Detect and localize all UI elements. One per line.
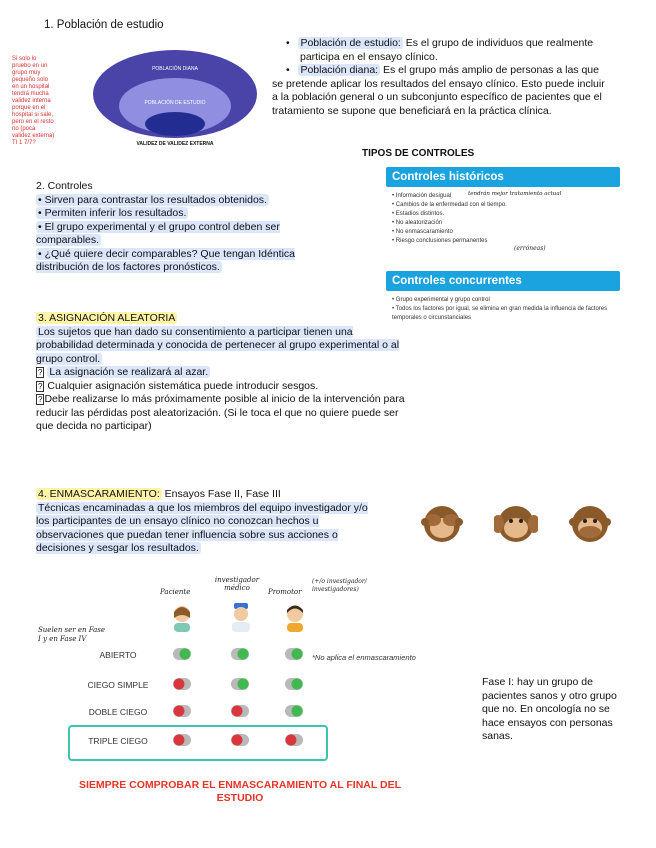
- col-investigador-label: investigador médico: [214, 576, 260, 592]
- historicos-hand-note2: (erróneas): [514, 245, 546, 252]
- hear-no-evil-monkey-icon: [494, 500, 538, 544]
- def-estudio-label: Población de estudio:: [300, 37, 401, 49]
- footer-line1: SIEMPRE COMPROBAR EL ENMASCARAMIENTO AL FINAL DEL: [78, 779, 402, 791]
- check-toggle-icon: [284, 703, 304, 719]
- def-estudio-text: Es el grupo de individuos que realmente participa en el ensayo clínico.: [300, 37, 594, 63]
- red-note-line: validez externa): [12, 133, 55, 139]
- section3: [36, 312, 408, 434]
- controles-concurrentes: [386, 271, 620, 323]
- placeholder-glyph-icon: ?: [38, 395, 43, 404]
- red-margin-note: [12, 56, 60, 147]
- historicos-item: • Información desigual: [392, 192, 620, 201]
- footer-warning: [60, 779, 420, 805]
- historicos-list: [392, 192, 620, 246]
- promoter-avatar-icon: [283, 604, 307, 637]
- section2-line: [36, 248, 336, 275]
- historicos-item: • No aleatorización: [392, 219, 620, 228]
- placeholder-glyph-icon: ?: [38, 381, 43, 391]
- cross-toggle-icon: [172, 703, 192, 719]
- section1-title: 1. Población de estudio: [44, 19, 164, 31]
- population-ellipse-diagram: [90, 48, 260, 152]
- section4-text: Técnicas encaminadas a que los miembros del equipo investigador y/o los participantes de un ensayo clínico no conozcan hechos u observaciones que puedan tener influencia sobre sus acciones o decisiones y sesgar los resultados.: [36, 501, 368, 554]
- historicos-header: Controles históricos: [386, 167, 620, 187]
- check-toggle-icon: [284, 676, 304, 692]
- concurrentes-item: • Grupo experimental y grupo control: [392, 296, 620, 305]
- concurrentes-item: • Todos los factores por igual, se elimina en gran medida la influencia de factores temporales o circunstanciales: [392, 305, 620, 323]
- masking-row-label: DOBLE CIEGO: [88, 707, 148, 717]
- def-diana-text: Es el grupo más amplio de personas a las que se pretende aplicar los resultados del ensayo clínico. Esto puede incluir a la población general o un subconjunto específico de pacientes que el tratamiento se supone que beneficiará en la práctica clínica.: [272, 64, 605, 117]
- red-note-line: validez interna: [12, 98, 51, 104]
- section3-intro: Los sujetos que han dado su consentimiento a participar tienen una probabilidad determinada y conocida de pertenecer al grupo experimental o al grupo control.: [36, 325, 400, 365]
- section3-b1: ? La asignación se realizará al azar.: [38, 366, 209, 378]
- section2-title: 2. Controles: [36, 180, 93, 192]
- check-toggle-icon: [172, 646, 192, 662]
- historicos-item: • No enmascaramiento: [392, 228, 620, 237]
- section2-line: [36, 194, 336, 208]
- check-toggle-icon: [230, 676, 250, 692]
- promotor-hand-note: (+/o investigador/ investigadores): [312, 578, 367, 593]
- red-note-line: grupo muy: [12, 70, 41, 76]
- red-note-line: Si solo lo: [12, 56, 37, 62]
- historicos-item: • Riesgo conclusiones permanentes: [392, 237, 620, 246]
- red-note-line: no (poca: [12, 126, 36, 132]
- population-definitions: [272, 37, 612, 118]
- historicos-hand-note: tendrán mejor tratamiento actual: [468, 191, 562, 197]
- col-promotor-label: Promotor: [268, 588, 302, 596]
- historicos-item: • Estadios distintos.: [392, 210, 620, 219]
- see-no-evil-monkey-icon: [420, 500, 464, 544]
- def-diana-label: Población diana:: [300, 64, 379, 76]
- section2-line-text: • ¿Qué quiere decir comparables? Que tengan Idéntica distribución de los factores pronósticos.: [36, 247, 295, 273]
- section3-title: 3. ASIGNACIÓN ALEATORIA: [38, 312, 176, 324]
- red-note-line: pequeño solo: [12, 77, 49, 83]
- section4: [36, 488, 372, 556]
- red-note-line: porque en el: [12, 105, 46, 111]
- speak-no-evil-monkey-icon: [568, 500, 612, 544]
- masking-row-label: CIEGO SIMPLE: [87, 680, 149, 690]
- col-paciente-label: Paciente: [160, 588, 191, 596]
- red-note-line: pruebo en un: [12, 63, 48, 69]
- red-note-line: en un hospital: [12, 84, 50, 90]
- section2: [36, 180, 336, 275]
- controles-historicos: [386, 167, 620, 252]
- historicos-item: • Cambios de la enfermedad con el tiempo.: [392, 201, 620, 210]
- masking-row-label: TRIPLE CIEGO: [88, 736, 148, 746]
- concurrentes-header: Controles concurrentes: [386, 271, 620, 291]
- patient-avatar-icon: [170, 604, 194, 637]
- check-toggle-icon: [284, 646, 304, 662]
- cross-toggle-icon: [172, 676, 192, 692]
- section4-subtitle: Ensayos Fase II, Fase III: [161, 488, 281, 500]
- concurrentes-list: [392, 296, 620, 323]
- tipos-title: TIPOS DE CONTROLES: [362, 148, 475, 159]
- red-note-line: tendrá mucha: [12, 91, 49, 97]
- red-note-line: pero en el resto: [12, 119, 54, 125]
- check-toggle-icon: [230, 646, 250, 662]
- fase1-note: Fase I: hay un grupo de pacientes sanos y otro grupo que no. En oncología no se hace ensayos con personas sanas.: [482, 676, 617, 742]
- red-note-line: hospital si sale,: [12, 112, 54, 118]
- section2-line: [36, 207, 336, 221]
- cross-toggle-icon: [230, 703, 250, 719]
- masking-row-label: ABIERTO: [99, 650, 137, 660]
- section2-line-text: • El grupo experimental y el grupo control deben ser comparables.: [36, 220, 280, 246]
- section2-line-text: • Sirven para contrastar los resultados obtenidos.: [38, 193, 267, 206]
- footer-line2: ESTUDIO: [216, 792, 264, 804]
- outer-ellipse-label: POBLACIÓN DIANA: [152, 66, 198, 72]
- section4-title: 4. ENMASCARAMIENTO:: [38, 488, 160, 500]
- section2-line-text: • Permiten inferir los resultados.: [38, 207, 187, 219]
- section2-line: [36, 221, 336, 248]
- triple-ciego-highlight-box: [68, 725, 328, 761]
- middle-ellipse-label: POBLACIÓN DE ESTUDIO: [144, 100, 206, 106]
- inner-ellipse: [145, 112, 205, 136]
- placeholder-glyph-icon: ?: [38, 368, 43, 377]
- doctor-avatar-icon: [229, 602, 253, 637]
- def-diana: • Población diana: Es el grupo más amplio de personas a las que se pretende aplicar los resultados del ensayo clínico. Esto puede incluir a la población general o un subconjunto específico de pacientes que el tratamiento se supone que beneficiará en la práctica clínica.: [272, 64, 605, 117]
- def-estudio: • Población de estudio: Es el grupo de individuos que realmente participa en el ensayo clínico.: [286, 37, 594, 63]
- section3-b2: ? Cualquier asignación sistemática puede introducir sesgos.: [38, 379, 319, 392]
- no-aplica-note: *No aplica el enmascaramiento: [312, 653, 416, 662]
- ellipse-caption: VALIDEZ DE VALIDEZ EXTERNA: [136, 141, 214, 147]
- red-note-line: TI 1 7/7?: [12, 140, 36, 146]
- section3-b3: ? Debe realizarse lo más próximamente posible al inicio de la intervención para reducir las pérdidas post aleatorización. (Si le toca el que no quiere puede ser que decida no participar): [36, 393, 405, 432]
- hand-note-fase: Suelen ser en Fase I y en Fase IV: [38, 626, 106, 643]
